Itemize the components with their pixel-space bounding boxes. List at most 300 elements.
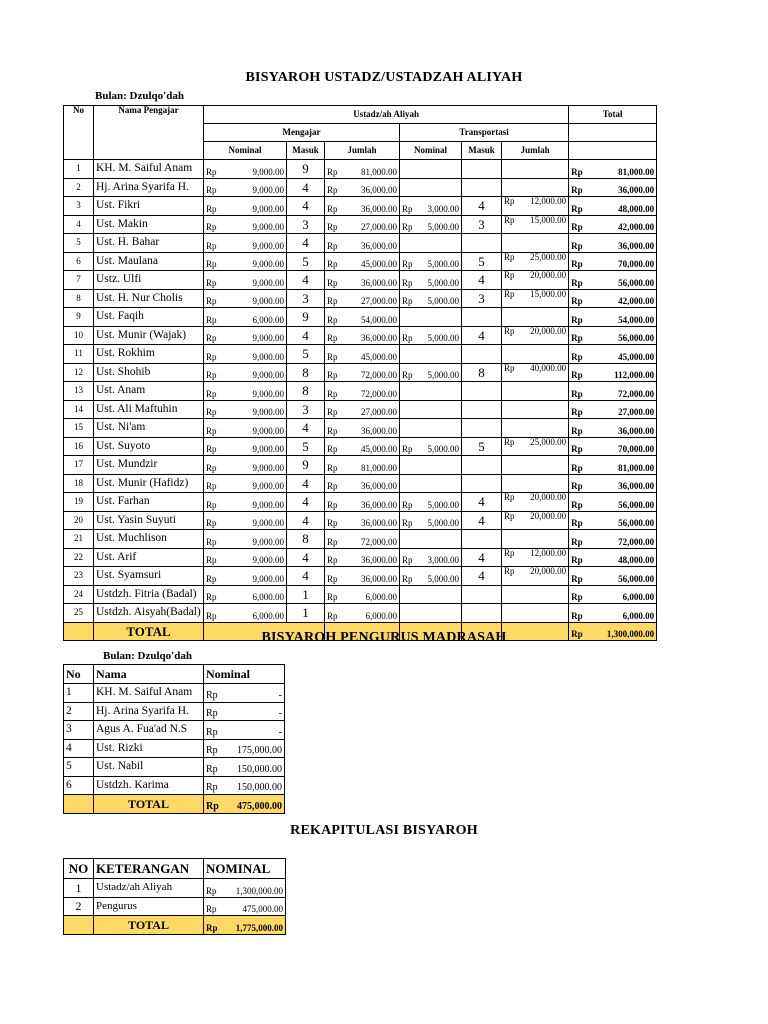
- row-currency: Rp: [325, 326, 343, 345]
- row-name: Ustdzh. Aisyah(Badal): [94, 604, 204, 623]
- currency: Rp: [204, 916, 222, 935]
- row-currency: Rp: [204, 721, 222, 740]
- row-total-currency: Rp: [569, 456, 587, 475]
- row-t-jumlah: [520, 345, 569, 364]
- table-row: [64, 739, 285, 758]
- table-row: [64, 456, 657, 475]
- row-t-masuk: 3: [462, 215, 502, 234]
- row-currency: Rp: [325, 548, 343, 567]
- table-row: [64, 326, 657, 345]
- row-masuk: 4: [287, 511, 325, 530]
- grand-total: 1,300,000.00: [587, 622, 657, 641]
- row-total-currency: Rp: [569, 493, 587, 512]
- row-nominal: 9,000.00: [222, 382, 287, 401]
- row-t-currency: [400, 585, 418, 604]
- row-t-nominal: 5,000.00: [418, 326, 462, 345]
- row-total: 81,000.00: [587, 456, 657, 475]
- row-name: Ust. Nabil: [94, 758, 204, 777]
- row-name: Ust. Arif: [94, 548, 204, 567]
- row-t-nominal: [418, 604, 462, 623]
- row-nominal: 9,000.00: [222, 289, 287, 308]
- row-t-currency: Rp: [400, 215, 418, 234]
- row-jumlah: 36,000.00: [343, 271, 400, 290]
- row-name: Ust. Fikri: [94, 197, 204, 216]
- row-masuk: 5: [287, 252, 325, 271]
- row-currency: Rp: [204, 271, 222, 290]
- row-no: 2: [64, 178, 94, 197]
- row-t-nominal: [418, 585, 462, 604]
- col-group: Ustadz/ah Aliyah: [204, 106, 569, 124]
- table-row: [64, 400, 657, 419]
- row-name: Ust. Rizki: [94, 739, 204, 758]
- row-t-currency: Rp: [400, 511, 418, 530]
- row-no: 22: [64, 548, 94, 567]
- row-name: Ust. Faqih: [94, 308, 204, 327]
- row-t-jumlah: [520, 382, 569, 401]
- row-jumlah: 81,000.00: [343, 456, 400, 475]
- row-currency: Rp: [204, 567, 222, 586]
- total-cell-blank: [64, 916, 94, 935]
- row-t-jumlah: 20,000.00: [520, 271, 569, 290]
- row-no: 4: [64, 739, 94, 758]
- table-row: [64, 879, 286, 898]
- row-t-jumlah: 15,000.00: [520, 215, 569, 234]
- row-jumlah: 36,000.00: [343, 419, 400, 438]
- row-name: Ust. Shohib: [94, 363, 204, 382]
- table-row: [64, 252, 657, 271]
- row-no: 9: [64, 308, 94, 327]
- row-masuk: 4: [287, 493, 325, 512]
- row-currency: Rp: [204, 437, 222, 456]
- row-no: 5: [64, 234, 94, 253]
- row-currency: Rp: [204, 493, 222, 512]
- row-nominal: 1,300,000.00: [222, 879, 286, 898]
- row-name: Ust. Maulana: [94, 252, 204, 271]
- row-total: 45,000.00: [587, 345, 657, 364]
- total-cell-blank: [64, 795, 94, 814]
- row-currency: Rp: [204, 289, 222, 308]
- row-t-nominal: 3,000.00: [418, 197, 462, 216]
- row-t-masuk: [462, 160, 502, 179]
- row-name: Ust. Munir (Hafidz): [94, 474, 204, 493]
- row-t-jumlah: [520, 604, 569, 623]
- col-nama: Nama Pengajar: [94, 106, 204, 160]
- table-row: [64, 604, 657, 623]
- row-currency: Rp: [325, 567, 343, 586]
- row-t-masuk: [462, 604, 502, 623]
- row-nominal: 150,000.00: [222, 776, 285, 795]
- row-jumlah: 36,000.00: [343, 548, 400, 567]
- col-nama: Nama: [94, 665, 204, 684]
- row-currency: Rp: [204, 879, 222, 898]
- row-nominal: 9,000.00: [222, 197, 287, 216]
- table-row: [64, 234, 657, 253]
- row-currency: Rp: [325, 585, 343, 604]
- row-t-currency: [502, 474, 520, 493]
- table-row: [64, 160, 657, 179]
- row-nominal: 9,000.00: [222, 252, 287, 271]
- row-total-currency: Rp: [569, 160, 587, 179]
- row-currency: Rp: [325, 530, 343, 549]
- rekap-total: 1,775,000.00: [222, 916, 286, 935]
- row-total-currency: Rp: [569, 419, 587, 438]
- row-t-jumlah: 25,000.00: [520, 437, 569, 456]
- row-jumlah: 72,000.00: [343, 382, 400, 401]
- row-total: 36,000.00: [587, 474, 657, 493]
- row-t-nominal: 5,000.00: [418, 437, 462, 456]
- row-masuk: 4: [287, 474, 325, 493]
- row-name: Ust. H. Bahar: [94, 234, 204, 253]
- row-t-currency: Rp: [400, 326, 418, 345]
- row-masuk: 8: [287, 530, 325, 549]
- row-nominal: 9,000.00: [222, 419, 287, 438]
- row-total: 42,000.00: [587, 289, 657, 308]
- row-no: 8: [64, 289, 94, 308]
- row-masuk: 4: [287, 419, 325, 438]
- row-nominal: 9,000.00: [222, 178, 287, 197]
- row-jumlah: 36,000.00: [343, 474, 400, 493]
- row-total-currency: Rp: [569, 530, 587, 549]
- row-currency: Rp: [325, 419, 343, 438]
- row-total-currency: Rp: [569, 289, 587, 308]
- row-name: Ust. Mundzir: [94, 456, 204, 475]
- row-t-currency: Rp: [502, 326, 520, 345]
- row-name: Hj. Arina Syarifa H.: [94, 178, 204, 197]
- col-total-blank: [569, 124, 657, 142]
- row-nominal: 9,000.00: [222, 215, 287, 234]
- row-t-jumlah: [520, 308, 569, 327]
- row-currency: Rp: [204, 178, 222, 197]
- row-t-masuk: 3: [462, 289, 502, 308]
- row-total-currency: Rp: [569, 548, 587, 567]
- row-t-currency: [400, 382, 418, 401]
- row-t-masuk: 4: [462, 548, 502, 567]
- row-masuk: 4: [287, 178, 325, 197]
- row-t-currency: [400, 160, 418, 179]
- row-total: 36,000.00: [587, 419, 657, 438]
- row-no: 24: [64, 585, 94, 604]
- row-nominal: 9,000.00: [222, 474, 287, 493]
- row-jumlah: 36,000.00: [343, 197, 400, 216]
- table-row: [64, 548, 657, 567]
- row-masuk: 4: [287, 548, 325, 567]
- row-no: 2: [64, 897, 94, 916]
- row-total: 70,000.00: [587, 252, 657, 271]
- row-currency: Rp: [325, 382, 343, 401]
- row-currency: Rp: [325, 197, 343, 216]
- row-currency: Rp: [325, 178, 343, 197]
- row-t-currency: Rp: [502, 363, 520, 382]
- table-row: [64, 530, 657, 549]
- row-t-jumlah: [520, 419, 569, 438]
- row-currency: Rp: [204, 585, 222, 604]
- table-row: [64, 758, 285, 777]
- row-t-currency: [502, 178, 520, 197]
- row-currency: Rp: [325, 289, 343, 308]
- row-keterangan: Pengurus: [94, 897, 204, 916]
- row-total-currency: Rp: [569, 215, 587, 234]
- row-total-currency: Rp: [569, 234, 587, 253]
- col-nominal: NOMINAL: [204, 859, 286, 879]
- row-t-currency: Rp: [400, 437, 418, 456]
- row-nominal: 9,000.00: [222, 345, 287, 364]
- row-t-jumlah: 40,000.00: [520, 363, 569, 382]
- row-t-masuk: 5: [462, 437, 502, 456]
- row-t-nominal: [418, 456, 462, 475]
- table-row: [64, 289, 657, 308]
- col-masuk: Masuk: [287, 142, 325, 160]
- row-t-nominal: 5,000.00: [418, 511, 462, 530]
- currency: Rp: [204, 795, 222, 814]
- row-name: Ust. Syamsuri: [94, 567, 204, 586]
- row-nominal: 9,000.00: [222, 400, 287, 419]
- row-t-currency: Rp: [502, 215, 520, 234]
- row-t-masuk: [462, 456, 502, 475]
- row-t-currency: Rp: [502, 271, 520, 290]
- row-t-jumlah: [520, 400, 569, 419]
- row-t-currency: Rp: [502, 252, 520, 271]
- row-t-jumlah: 12,000.00: [520, 197, 569, 216]
- row-t-masuk: 8: [462, 363, 502, 382]
- row-jumlah: 81,000.00: [343, 160, 400, 179]
- section1-month: Bulan: Dzulqo'dah: [95, 90, 184, 102]
- row-t-nominal: 5,000.00: [418, 493, 462, 512]
- row-t-nominal: [418, 530, 462, 549]
- row-t-currency: [400, 474, 418, 493]
- row-no: 20: [64, 511, 94, 530]
- row-total: 48,000.00: [587, 548, 657, 567]
- row-jumlah: 36,000.00: [343, 493, 400, 512]
- row-nominal: 9,000.00: [222, 511, 287, 530]
- row-total-currency: Rp: [569, 197, 587, 216]
- row-t-currency: Rp: [502, 567, 520, 586]
- row-name: Ust. Rokhim: [94, 345, 204, 364]
- row-t-currency: [502, 456, 520, 475]
- row-t-jumlah: 20,000.00: [520, 511, 569, 530]
- row-no: 25: [64, 604, 94, 623]
- row-nominal: 9,000.00: [222, 456, 287, 475]
- row-no: 1: [64, 879, 94, 898]
- row-total-currency: Rp: [569, 511, 587, 530]
- row-t-currency: [400, 308, 418, 327]
- row-total: 6,000.00: [587, 585, 657, 604]
- table-row: [64, 897, 286, 916]
- table-row: [64, 437, 657, 456]
- row-t-masuk: [462, 178, 502, 197]
- row-jumlah: 27,000.00: [343, 400, 400, 419]
- table-row: [64, 585, 657, 604]
- col-total: Total: [569, 106, 657, 124]
- row-currency: Rp: [325, 511, 343, 530]
- row-total: 6,000.00: [587, 604, 657, 623]
- row-no: 6: [64, 252, 94, 271]
- row-t-currency: Rp: [400, 197, 418, 216]
- row-t-currency: Rp: [400, 271, 418, 290]
- row-t-currency: Rp: [502, 493, 520, 512]
- row-total-currency: Rp: [569, 326, 587, 345]
- row-total-currency: Rp: [569, 604, 587, 623]
- row-nominal: 6,000.00: [222, 308, 287, 327]
- row-jumlah: 36,000.00: [343, 178, 400, 197]
- row-name: KH. M. Saiful Anam: [94, 160, 204, 179]
- row-currency: Rp: [325, 271, 343, 290]
- col-no: NO: [64, 859, 94, 879]
- row-t-jumlah: 20,000.00: [520, 493, 569, 512]
- row-masuk: 5: [287, 437, 325, 456]
- row-currency: Rp: [204, 197, 222, 216]
- row-t-masuk: [462, 308, 502, 327]
- row-t-nominal: [418, 474, 462, 493]
- row-total-currency: Rp: [569, 252, 587, 271]
- row-t-currency: Rp: [400, 567, 418, 586]
- row-no: 15: [64, 419, 94, 438]
- row-total-currency: Rp: [569, 437, 587, 456]
- row-t-nominal: [418, 382, 462, 401]
- row-no: 5: [64, 758, 94, 777]
- table-row: [64, 419, 657, 438]
- table-row: [64, 567, 657, 586]
- row-t-jumlah: 12,000.00: [520, 548, 569, 567]
- row-t-nominal: 5,000.00: [418, 567, 462, 586]
- row-no: 3: [64, 197, 94, 216]
- row-total: 56,000.00: [587, 493, 657, 512]
- row-t-currency: [502, 604, 520, 623]
- section2-month: Bulan: Dzulqo'dah: [103, 650, 192, 662]
- row-jumlah: 45,000.00: [343, 252, 400, 271]
- col-t-masuk: Masuk: [462, 142, 502, 160]
- row-currency: Rp: [204, 252, 222, 271]
- currency: Rp: [569, 622, 587, 641]
- row-t-jumlah: [520, 530, 569, 549]
- row-t-currency: [502, 530, 520, 549]
- row-t-currency: [502, 160, 520, 179]
- row-nominal: 9,000.00: [222, 326, 287, 345]
- row-masuk: 8: [287, 363, 325, 382]
- row-name: Agus A. Fua'ad N.S: [94, 721, 204, 740]
- row-t-currency: Rp: [400, 493, 418, 512]
- row-currency: Rp: [325, 160, 343, 179]
- row-total: 72,000.00: [587, 530, 657, 549]
- col-mengajar: Mengajar: [204, 124, 400, 142]
- row-total: 72,000.00: [587, 382, 657, 401]
- row-total: 36,000.00: [587, 234, 657, 253]
- row-t-masuk: [462, 234, 502, 253]
- row-t-nominal: [418, 308, 462, 327]
- row-jumlah: 54,000.00: [343, 308, 400, 327]
- row-t-masuk: 4: [462, 326, 502, 345]
- row-t-currency: [400, 345, 418, 364]
- row-t-nominal: [418, 345, 462, 364]
- row-jumlah: 36,000.00: [343, 511, 400, 530]
- row-jumlah: 6,000.00: [343, 585, 400, 604]
- table-row: [64, 511, 657, 530]
- row-currency: Rp: [204, 548, 222, 567]
- row-name: Ustz. Ulfi: [94, 271, 204, 290]
- row-jumlah: 72,000.00: [343, 363, 400, 382]
- table-row: [64, 363, 657, 382]
- col-nominal: Nominal: [204, 142, 287, 160]
- row-currency: Rp: [204, 326, 222, 345]
- row-no: 1: [64, 684, 94, 703]
- row-jumlah: 45,000.00: [343, 345, 400, 364]
- table-row: [64, 382, 657, 401]
- row-t-currency: Rp: [502, 289, 520, 308]
- row-no: 11: [64, 345, 94, 364]
- row-masuk: 4: [287, 567, 325, 586]
- table-row: [64, 776, 285, 795]
- row-t-masuk: [462, 419, 502, 438]
- row-no: 21: [64, 530, 94, 549]
- row-total: 42,000.00: [587, 215, 657, 234]
- row-nominal: 9,000.00: [222, 234, 287, 253]
- row-masuk: 9: [287, 160, 325, 179]
- row-currency: Rp: [204, 363, 222, 382]
- row-currency: Rp: [204, 776, 222, 795]
- row-no: 4: [64, 215, 94, 234]
- row-currency: Rp: [204, 530, 222, 549]
- table-row: [64, 197, 657, 216]
- row-nominal: -: [222, 721, 285, 740]
- row-currency: Rp: [204, 308, 222, 327]
- row-currency: Rp: [204, 897, 222, 916]
- row-total-currency: Rp: [569, 382, 587, 401]
- total-label: TOTAL: [94, 622, 204, 641]
- row-keterangan: Ustadz/ah Aliyah: [94, 879, 204, 898]
- row-t-jumlah: [520, 585, 569, 604]
- col-jumlah: Jumlah: [325, 142, 400, 160]
- row-t-currency: [502, 234, 520, 253]
- row-nominal: 9,000.00: [222, 363, 287, 382]
- col-nominal: Nominal: [204, 665, 285, 684]
- row-t-masuk: [462, 474, 502, 493]
- row-t-currency: Rp: [502, 437, 520, 456]
- row-currency: Rp: [325, 252, 343, 271]
- row-currency: Rp: [204, 702, 222, 721]
- row-t-currency: [400, 234, 418, 253]
- row-currency: Rp: [204, 382, 222, 401]
- row-total-currency: Rp: [569, 474, 587, 493]
- row-t-currency: [400, 456, 418, 475]
- row-no: 19: [64, 493, 94, 512]
- row-currency: Rp: [325, 604, 343, 623]
- row-no: 12: [64, 363, 94, 382]
- row-no: 16: [64, 437, 94, 456]
- col-t-nominal: Nominal: [400, 142, 462, 160]
- total-label: TOTAL: [94, 795, 204, 814]
- row-total-currency: Rp: [569, 400, 587, 419]
- row-total: 54,000.00: [587, 308, 657, 327]
- row-total: 36,000.00: [587, 178, 657, 197]
- row-currency: Rp: [204, 758, 222, 777]
- row-currency: Rp: [204, 234, 222, 253]
- row-nominal: 6,000.00: [222, 585, 287, 604]
- row-jumlah: 72,000.00: [343, 530, 400, 549]
- row-jumlah: 45,000.00: [343, 437, 400, 456]
- row-currency: Rp: [325, 345, 343, 364]
- row-t-nominal: [418, 400, 462, 419]
- row-currency: Rp: [204, 345, 222, 364]
- row-name: Ust. Farhan: [94, 493, 204, 512]
- row-nominal: -: [222, 702, 285, 721]
- row-jumlah: 27,000.00: [343, 215, 400, 234]
- row-currency: Rp: [325, 363, 343, 382]
- row-total: 112,000.00: [587, 363, 657, 382]
- row-nominal: 9,000.00: [222, 160, 287, 179]
- row-masuk: 4: [287, 197, 325, 216]
- row-no: 23: [64, 567, 94, 586]
- col-transportasi: Transportasi: [400, 124, 569, 142]
- row-total: 70,000.00: [587, 437, 657, 456]
